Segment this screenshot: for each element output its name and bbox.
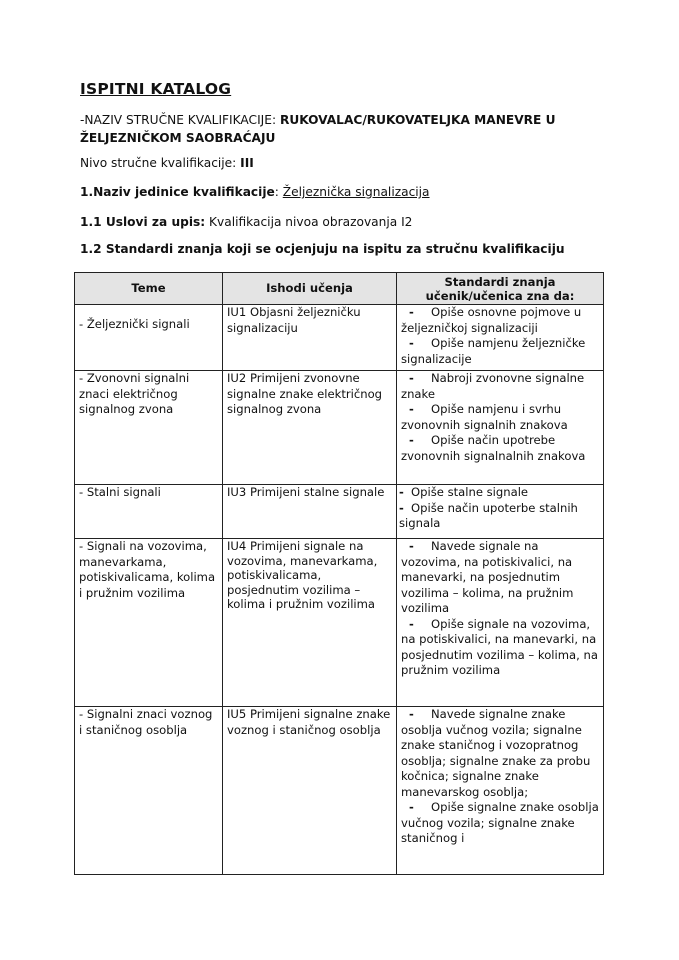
bullet-dash: - [409, 800, 414, 814]
standards-cell [397, 707, 604, 875]
enrollment-conditions [80, 215, 412, 229]
bullet-dash: - [409, 305, 414, 319]
unit-name-label: 1.Naziv jedinice kvalifikacije [80, 185, 275, 199]
standard-text: Navede signale na vozovima, na potiskivalici, na manevarki, na posjednutim vozilima – kolima, na pružnim vozilima [401, 539, 574, 615]
document-title: ISPITNI KATALOG [80, 80, 232, 98]
standards-cell [397, 371, 604, 485]
standard-item [399, 501, 599, 532]
enrollment-conditions-value: Kvalifikacija nivoa obrazovanja I2 [205, 215, 413, 229]
standard-text: Opiše način upoterbe stalnih signala [399, 500, 578, 530]
bullet-dash: - [399, 485, 404, 499]
bullet-dash: - [409, 336, 414, 350]
header-standardi: Standardi znanja učenik/učenica zna da: [397, 273, 604, 305]
bullet-dash: - [409, 371, 414, 385]
bullet-dash: - [399, 500, 404, 515]
table-row [75, 485, 604, 539]
standard-text: Opiše namjenu željezničke signalizacije [401, 336, 586, 366]
unit-name [80, 185, 430, 199]
outcome-cell: IU4 Primijeni signale na vozovima, manevarkama, potiskivalicama, posjednutim vozilima – kolima i pružnim vozilima [223, 539, 397, 707]
qualification-name [80, 111, 600, 147]
standards-cell [397, 539, 604, 707]
unit-name-colon: : [274, 185, 283, 199]
standard-text: Opiše signalne znake osoblja vučnog vozila; signalne znake staničnog i [401, 800, 599, 845]
standards-cell [397, 485, 604, 539]
standard-text: Opiše osnovne pojmove u željezničkoj signalizaciji [401, 305, 582, 335]
qualification-name-value: RUKOVALAC/RUKOVATELJKA MANEVRE U ŽELJEZNIČKOM SAOBRAĆAJU [80, 113, 556, 145]
enrollment-conditions-label: 1.1 Uslovi za upis: [80, 215, 206, 229]
bullet-dash: - [409, 539, 414, 553]
standards-cell [397, 305, 604, 371]
outcome-cell: IU5 Primijeni signalne znake voznog i staničnog osoblja [223, 707, 397, 875]
standard-text: Opiše način upotrebe zvonovnih signalnalnih znakova [401, 433, 586, 463]
table-row [75, 305, 604, 371]
qualification-name-label: -NAZIV STRUČNE KVALIFIKACIJE: [80, 113, 280, 127]
header-teme: Teme [75, 273, 223, 305]
outcome-cell: IU3 Primijeni stalne signale [223, 485, 397, 539]
outcome-cell: IU1 Objasni željezničku signalizaciju [223, 305, 397, 371]
qualification-level [80, 156, 254, 170]
standard-item [401, 617, 599, 679]
standard-text: Opiše signale na vozovima, na potiskivalici, na manevarki, na posjednutim vozilima – kolima, na pružnim vozilima [401, 616, 598, 677]
topic-cell: - Signalni znaci voznog i staničnog osoblja [75, 707, 223, 875]
topic-cell: - Signali na vozovima, manevarkama, potiskivalicama, kolima i pružnim vozilima [75, 539, 223, 707]
topic-cell: - Stalni signali [75, 485, 223, 539]
bullet-dash: - [409, 433, 414, 447]
standard-text: Navede signalne znake osoblja vučnog vozila; signalne znake staničnog i vozopratnog osoblja; signalne znake za probu kočnica; signalne znake manevarskog osoblja; [401, 707, 591, 799]
table-row [75, 371, 604, 485]
standard-item [401, 305, 599, 336]
standard-item [401, 371, 599, 402]
standard-text: Nabroji zvonovne signalne znake [401, 371, 585, 401]
standard-item [401, 707, 599, 800]
standard-item [399, 485, 599, 501]
qualification-level-value: III [240, 156, 254, 170]
outcome-cell: IU2 Primijeni zvonovne signalne znake električnog signalnog zvona [223, 371, 397, 485]
standard-item [401, 336, 599, 367]
standard-item [401, 539, 599, 617]
standard-item [401, 402, 599, 433]
unit-name-value: Željeznička signalizacija [282, 185, 430, 199]
bullet-dash: - [409, 707, 414, 721]
table-row [75, 707, 604, 875]
standards-table [74, 272, 604, 875]
topic-cell [75, 305, 223, 371]
table-header-row [75, 273, 604, 305]
bullet-dash: - [409, 402, 414, 416]
topic-cell: - Zvonovni signalni znaci električnog signalnog zvona [75, 371, 223, 485]
standard-text: Opiše stalne signale [411, 485, 529, 499]
topic-text: - Željeznički signali [79, 317, 190, 331]
standard-item [401, 800, 599, 847]
standard-item [401, 433, 599, 464]
header-ishodi: Ishodi učenja [223, 273, 397, 305]
standards-heading: 1.2 Standardi znanja koji se ocjenjuju na ispitu za stručnu kvalifikaciju [80, 242, 565, 256]
qualification-level-label: Nivo stručne kvalifikacije: [80, 156, 241, 170]
standard-text: Opiše namjenu i svrhu zvonovnih signalnih znakova [401, 402, 568, 432]
bullet-dash: - [409, 616, 414, 631]
table-row [75, 539, 604, 707]
